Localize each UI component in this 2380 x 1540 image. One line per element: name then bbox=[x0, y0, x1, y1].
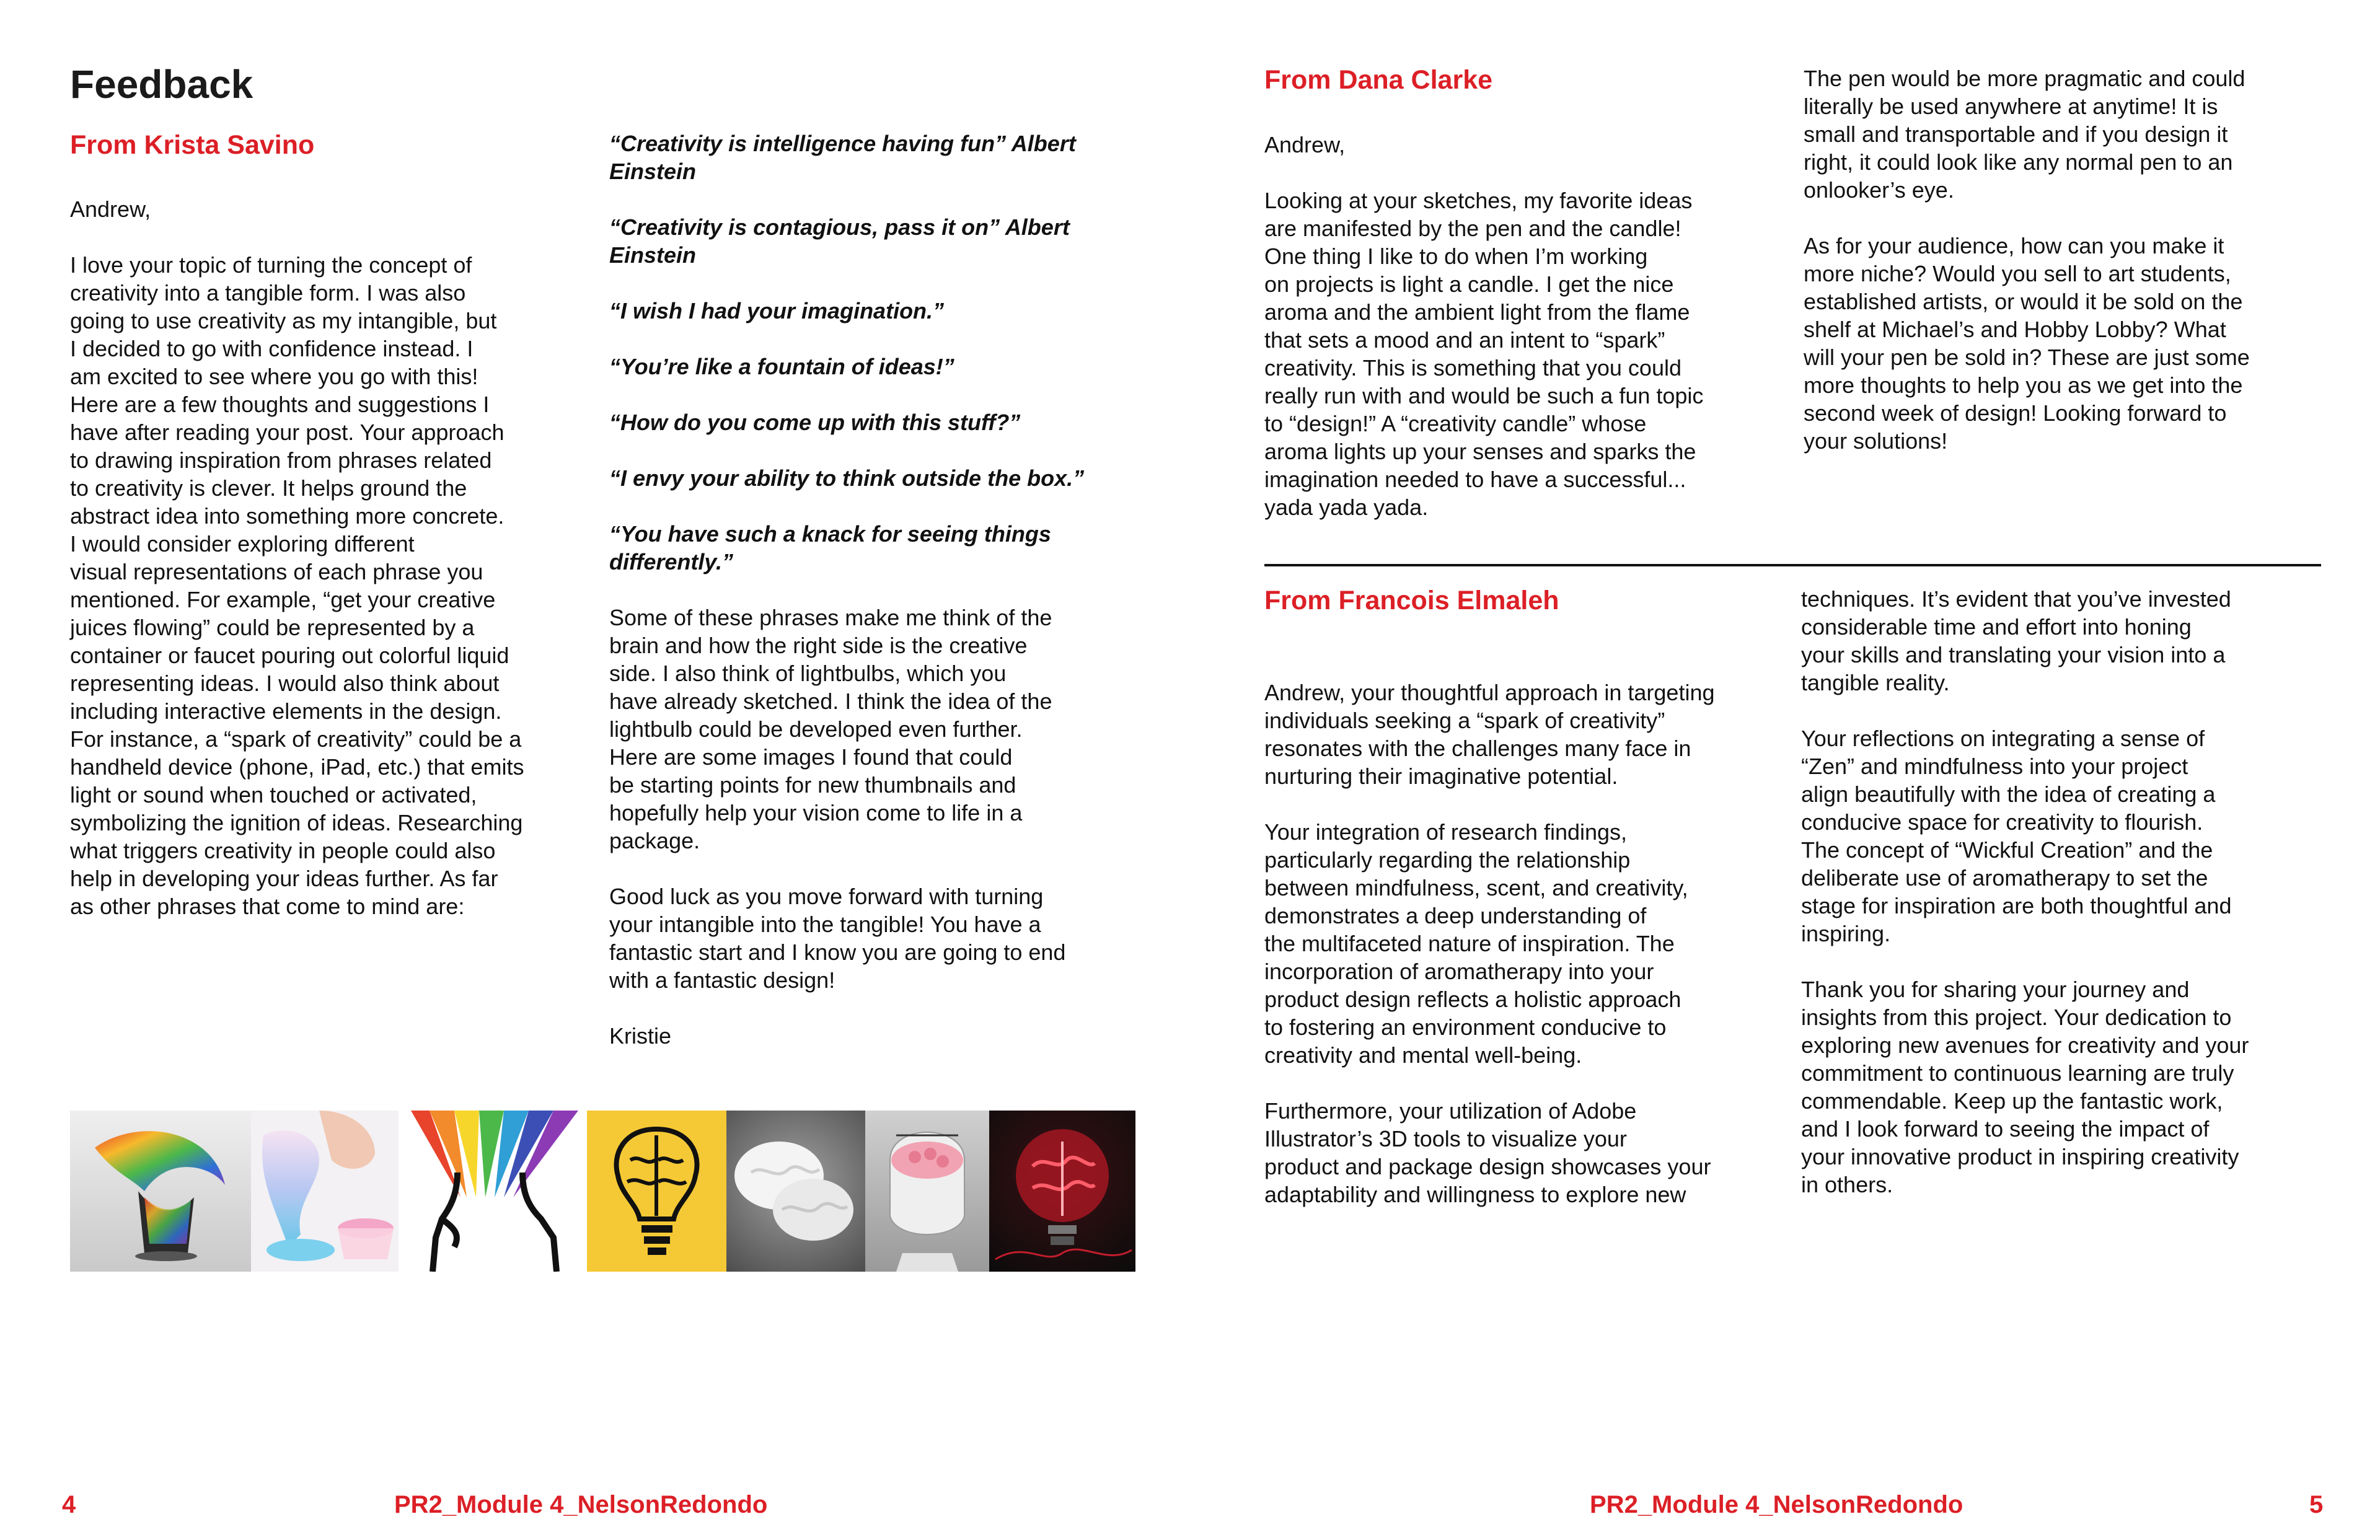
quote-item: “Creativity is intelligence having fun” Albert Einstein bbox=[609, 131, 1076, 184]
rainbow-splash-illustration bbox=[70, 1111, 251, 1272]
page-number-right: 5 bbox=[2309, 1491, 2324, 1518]
krista-goodluck-paragraph: Good luck as you move forward with turning your intangible into the tangible! You have a fantastic start and I know you are going to end with a fantastic design! bbox=[609, 884, 1066, 993]
image-white-brain-shells bbox=[726, 1111, 865, 1272]
image-head-rainbow-burst bbox=[399, 1111, 583, 1272]
section-divider bbox=[1264, 564, 2321, 566]
francois-research-paragraph: Your integration of research findings, particularly regarding the relationship between mindfulness, scent, and creativity, demonstrates a deep understanding of the multifaceted nature of inspiration. The incorporation of aromatherapy into your product design reflects a holistic approach to fostering an environment conducive to creativity and mental well-being. bbox=[1264, 819, 1688, 1068]
quote-item: “How do you come up with this stuff?” bbox=[609, 410, 1021, 435]
francois-tools-paragraph: Furthermore, your utilization of Adobe Illustrator’s 3D tools to visualize your product and package design showcases your adaptability and willingness to explore new bbox=[1264, 1098, 1711, 1207]
bust-illustration bbox=[865, 1111, 989, 1272]
image-rainbow-paint-splash bbox=[70, 1111, 251, 1272]
quote-item: “I envy your ability to think outside the box.” bbox=[609, 465, 1085, 491]
francois-column-2 bbox=[1801, 585, 2353, 1199]
krista-column-2 bbox=[609, 130, 1142, 1050]
krista-signature: Kristie bbox=[609, 1023, 672, 1049]
dana-pen-paragraph: The pen would be more pragmatic and could literally be used anywhere at anytime! It is small and transportable and if you design it right, it could look like any normal pen to an onlooker’s eye. bbox=[1804, 66, 2246, 203]
francois-techniques-paragraph: techniques. It’s evident that you’ve invested considerable time and effort into honing your skills and translating your vision into a tangible reality. bbox=[1801, 586, 2231, 695]
image-bust-open-skull bbox=[865, 1111, 989, 1272]
white-brains-illustration bbox=[726, 1111, 865, 1272]
image-pouring-slime bbox=[251, 1111, 399, 1272]
dana-greeting: Andrew, bbox=[1264, 132, 1346, 157]
quote-item: “You’re like a fountain of ideas!” bbox=[609, 354, 954, 379]
quote-item: “You have such a knack for seeing things differently.” bbox=[609, 521, 1051, 574]
dana-audience-paragraph: As for your audience, how can you make it more niche? Would you sell to art students, established artists, or would it be sold on the shelf at Michael’s and Hobby Lobby? What will your pen be sold in? These are just some more thoughts to help you as we get into the second week of design! Looking forward to your solutions! bbox=[1804, 233, 2250, 454]
krista-greeting: Andrew, bbox=[70, 196, 151, 222]
heading-krista-savino: From Krista Savino bbox=[70, 130, 315, 160]
red-brain-bulb-illustration bbox=[989, 1111, 1135, 1272]
image-brain-lightbulb-icon bbox=[587, 1111, 726, 1272]
krista-body: I love your topic of turning the concept of creativity into a tangible form. I was also going to use creativity as my intangible, but I decided to go with confidence instead. I am excited to see where you go with this! Here are a few thoughts and suggestions I have after reading your post. Your approach to drawing inspiration from phrases related to creativity is clever. It helps ground the abstract idea into something more concrete. I would consider exploring different visual representations of each phrase you mentioned. For example, “get your creative juices flowing” could be represented by a container or faucet pouring out colorful liquid representing ideas. I would also think about including interactive elements in the design. For instance, a “spark of creativity” could be a handheld device (phone, iPad, etc.) that emits light or sound when touched or activated, symbolizing the ignition of ideas. Researching what triggers creativity in people could also help in developing your ideas further. As far as other phrases that come to mind are: bbox=[70, 252, 524, 919]
heading-francois-elmaleh: From Francois Elmaleh bbox=[1264, 586, 1559, 615]
heading-dana-clarke: From Dana Clarke bbox=[1264, 65, 1493, 95]
francois-intro-paragraph: Andrew, your thoughtful approach in targeting individuals seeking a “spark of creativity” resonates with the challenges many face in nurturing their imaginative potential. bbox=[1264, 680, 1715, 789]
dana-body: Looking at your sketches, my favorite ideas are manifested by the pen and the candle! One thing I like to do when I’m working on projects is light a candle. I get the nice aroma and the ambient light from the flame that sets a mood and an intent to “spark” creativity. This is something that you could really run with and would be such a fun topic to “design!” A “creativity candle” whose aroma lights up your senses and sparks the imagination needed to have a successful... yada yada yada. bbox=[1264, 188, 1704, 520]
page-title: Feedback bbox=[70, 62, 253, 107]
image-glowing-red-brain-bulb bbox=[989, 1111, 1135, 1272]
quote-item: “Creativity is contagious, pass it on” Albert Einstein bbox=[609, 214, 1070, 268]
slime-illustration bbox=[251, 1111, 399, 1272]
brain-bulb-illustration bbox=[587, 1111, 726, 1272]
francois-column-1 bbox=[1264, 679, 1791, 1208]
footer-label-right: PR2_Module 4_NelsonRedondo bbox=[1590, 1491, 1963, 1518]
footer-label-left: PR2_Module 4_NelsonRedondo bbox=[394, 1491, 768, 1518]
krista-column-1 bbox=[70, 195, 591, 920]
page-number-left: 4 bbox=[62, 1491, 76, 1518]
dana-column-1 bbox=[1264, 131, 1785, 521]
head-rainbow-illustration bbox=[399, 1111, 583, 1272]
quote-item: “I wish I had your imagination.” bbox=[609, 298, 945, 323]
francois-zen-paragraph: Your reflections on integrating a sense of “Zen” and mindfulness into your project align beautifully with the idea of creating a conducive space for creativity to flourish. The concept of “Wickful Creation” and the deliberate use of aromatherapy to set the stage for inspiration are both thoughtful and inspiring. bbox=[1801, 726, 2232, 946]
dana-column-2 bbox=[1804, 64, 2355, 455]
francois-thanks-paragraph: Thank you for sharing your journey and insights from this project. Your dedication to exploring new avenues for creativity and your commitment to continuous learning are truly commendable. Keep up the fantastic work, and I look forward to seeing the impact of your innovative product in inspiring creativity in others. bbox=[1801, 977, 2249, 1197]
krista-closing-paragraph: Some of these phrases make me think of the brain and how the right side is the creative side. I also think of lightbulbs, which you have already sketched. I think the idea of the lightbulb could be developed even further. Here are some images I found that could be starting points for new thumbnails and hopefully help your vision come to life in a package. bbox=[609, 605, 1052, 853]
